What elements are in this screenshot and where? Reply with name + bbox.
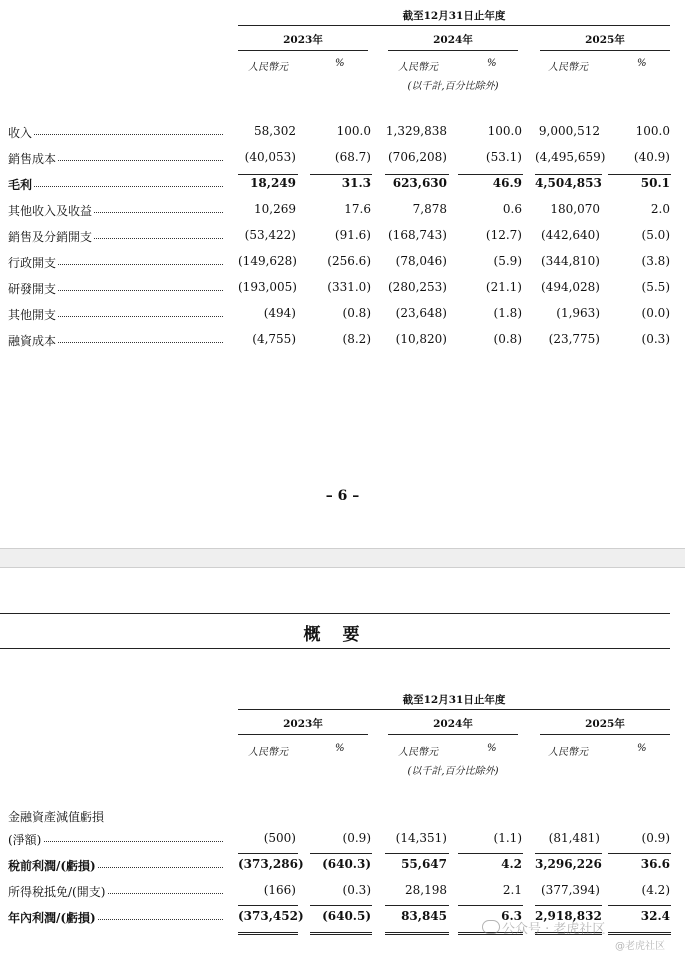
unit-percent: % (335, 743, 345, 754)
subtotal-rule (608, 905, 671, 906)
amount-cell: (706,208) (388, 150, 447, 164)
row-label: 其他收入及收益 (8, 202, 223, 219)
watermark-text: 公众号 · 老虎社区 (502, 922, 606, 937)
percent-cell: 36.6 (640, 857, 670, 871)
table-row (0, 831, 685, 853)
subtotal-rule (238, 905, 298, 906)
percent-cell: (0.0) (641, 306, 670, 320)
total-rule (238, 932, 298, 935)
percent-cell: (256.6) (327, 254, 371, 268)
amount-cell: 10,269 (254, 202, 296, 216)
amount-cell: (78,046) (395, 254, 447, 268)
amount-cell: (23,648) (395, 306, 447, 320)
amount-cell: (168,743) (388, 228, 447, 242)
subtotal-rule (238, 174, 298, 175)
table-row (0, 883, 685, 905)
year-rule (388, 734, 518, 735)
unit-note: (以千計,百分比除外) (407, 81, 499, 92)
percent-cell: 6.3 (501, 909, 522, 923)
row-label: 毛利 (8, 176, 223, 193)
amount-cell: 1,329,838 (385, 124, 447, 138)
percent-cell: (331.0) (327, 280, 371, 294)
amount-cell: 7,878 (412, 202, 447, 216)
amount-cell: (40,053) (244, 150, 296, 164)
amount-cell: (500) (263, 831, 296, 845)
subtotal-rule (608, 174, 671, 175)
row-label: 行政開支 (8, 254, 223, 271)
amount-cell: (149,628) (238, 254, 297, 268)
wechat-icon (482, 920, 500, 934)
title-rule-top (0, 613, 670, 614)
document-page-summary (0, 568, 685, 955)
unit-currency: 人民幣元 (248, 747, 288, 758)
amount-cell: (494) (263, 306, 296, 320)
amount-cell: 58,302 (254, 124, 296, 138)
title-rule-bottom (0, 648, 670, 649)
year-rule (540, 50, 670, 51)
percent-cell: (5.5) (641, 280, 670, 294)
row-label: 銷售成本 (8, 150, 223, 167)
table-row (0, 202, 685, 224)
amount-cell: 623,630 (392, 176, 447, 190)
amount-cell: (494,028) (541, 280, 600, 294)
percent-cell: 46.9 (492, 176, 522, 190)
amount-cell: 180,070 (550, 202, 600, 216)
percent-cell: (5.0) (641, 228, 670, 242)
amount-cell: (442,640) (541, 228, 600, 242)
subtotal-rule (535, 853, 602, 854)
amount-cell: (344,810) (541, 254, 600, 268)
table-row (0, 124, 685, 146)
percent-cell: 100.0 (336, 124, 371, 138)
table-row (0, 306, 685, 328)
percent-cell: (8.2) (342, 332, 371, 346)
table-row (0, 332, 685, 354)
subtotal-rule (310, 905, 372, 906)
amount-cell: 4,504,853 (535, 176, 602, 190)
row-label: 稅前利潤/(虧損) (8, 857, 223, 874)
table-row (0, 280, 685, 302)
subtotal-rule (310, 853, 372, 854)
percent-cell: (0.3) (641, 332, 670, 346)
percent-cell: 100.0 (635, 124, 670, 138)
period-header: 截至12月31日止年度 (402, 10, 506, 22)
row-label: 年內利潤/(虧損) (8, 909, 223, 926)
percent-cell: (91.6) (334, 228, 371, 242)
percent-cell: 100.0 (487, 124, 522, 138)
percent-cell: (1.1) (493, 831, 522, 845)
section-title: 概要 (303, 625, 382, 645)
percent-cell: (640.5) (322, 909, 371, 923)
amount-cell: 83,845 (401, 909, 447, 923)
amount-cell: 9,000,512 (538, 124, 600, 138)
table-row (0, 254, 685, 276)
amount-cell: 28,198 (405, 883, 447, 897)
percent-cell: 32.4 (640, 909, 670, 923)
percent-cell: 31.3 (341, 176, 371, 190)
table-row (0, 857, 685, 879)
year-rule (238, 50, 368, 51)
year-rule (540, 734, 670, 735)
row-label: 金融資產減值虧損 (8, 810, 105, 824)
percent-cell: (0.8) (342, 306, 371, 320)
period-rule (238, 709, 670, 710)
amount-cell: (10,820) (395, 332, 447, 346)
unit-note: (以千計,百分比除外) (407, 766, 499, 777)
row-label: 銷售及分銷開支 (8, 228, 223, 245)
table-row (0, 228, 685, 250)
table-row (0, 150, 685, 172)
percent-cell: (40.9) (633, 150, 670, 164)
year-rule (238, 734, 368, 735)
amount-cell: 3,296,226 (535, 857, 602, 871)
percent-cell: 0.6 (502, 202, 522, 216)
percent-cell: (12.7) (485, 228, 522, 242)
amount-cell: (4,755) (252, 332, 296, 346)
percent-cell: 2.1 (502, 883, 522, 897)
unit-percent: % (487, 58, 497, 69)
subtotal-rule (385, 174, 449, 175)
row-label: 所得稅抵免/(開支) (8, 883, 223, 900)
amount-cell: 55,647 (401, 857, 447, 871)
percent-cell: (0.3) (342, 883, 371, 897)
impairment-label-row (0, 808, 685, 830)
year-2024-header: 2024年 (433, 34, 473, 46)
amount-cell: (23,775) (548, 332, 600, 346)
percent-cell: (21.1) (485, 280, 522, 294)
unit-percent: % (637, 743, 647, 754)
amount-cell: (53,422) (244, 228, 296, 242)
percent-cell: 2.0 (650, 202, 670, 216)
percent-cell: (1.8) (493, 306, 522, 320)
amount-cell: (1,963) (556, 306, 600, 320)
percent-cell: (0.9) (641, 831, 670, 845)
row-label: 收入 (8, 124, 223, 141)
total-rule (385, 932, 449, 935)
subtotal-rule (385, 905, 449, 906)
unit-currency: 人民幣元 (548, 747, 588, 758)
unit-percent: % (637, 58, 647, 69)
amount-cell: (373,286) (238, 857, 304, 871)
amount-cell: 2,918,832 (535, 909, 602, 923)
percent-cell: 4.2 (501, 857, 522, 871)
unit-currency: 人民幣元 (398, 62, 438, 73)
year-rule (388, 50, 518, 51)
amount-cell: 18,249 (250, 176, 296, 190)
unit-currency: 人民幣元 (398, 747, 438, 758)
percent-cell: (5.9) (493, 254, 522, 268)
row-label: 研發開支 (8, 280, 223, 297)
unit-currency: 人民幣元 (248, 62, 288, 73)
percent-cell: (68.7) (334, 150, 371, 164)
year-2024-header: 2024年 (433, 718, 473, 730)
percent-cell: (53.1) (485, 150, 522, 164)
percent-cell: (0.9) (342, 831, 371, 845)
table-row (0, 176, 685, 198)
amount-cell: (373,452) (238, 909, 304, 923)
amount-cell: (81,481) (548, 831, 600, 845)
row-label: (淨額) (8, 831, 223, 848)
subtotal-rule (458, 853, 523, 854)
amount-cell: (4,495,659) (535, 150, 606, 164)
period-header: 截至12月31日止年度 (402, 694, 506, 706)
unit-percent: % (487, 743, 497, 754)
period-rule (238, 25, 670, 26)
total-rule (608, 932, 671, 935)
subtotal-rule (608, 853, 671, 854)
page-separator (0, 548, 685, 568)
amount-cell: (14,351) (395, 831, 447, 845)
unit-percent: % (335, 58, 345, 69)
subtotal-rule (458, 905, 523, 906)
year-2023-header: 2023年 (283, 34, 323, 46)
subtotal-rule (238, 853, 298, 854)
year-2023-header: 2023年 (283, 718, 323, 730)
percent-cell: 50.1 (640, 176, 670, 190)
percent-cell: (640.3) (322, 857, 371, 871)
amount-cell: (193,005) (238, 280, 297, 294)
percent-cell: (3.8) (641, 254, 670, 268)
subtotal-rule (385, 853, 449, 854)
year-2025-header: 2025年 (585, 34, 625, 46)
subtotal-rule (535, 905, 602, 906)
watermark-handle: @老虎社区 (615, 941, 665, 952)
amount-cell: (280,253) (388, 280, 447, 294)
percent-cell: 17.6 (344, 202, 371, 216)
year-2025-header: 2025年 (585, 718, 625, 730)
page-number: – 6 – (325, 488, 360, 504)
subtotal-rule (310, 174, 372, 175)
amount-cell: (377,394) (541, 883, 600, 897)
subtotal-rule (458, 174, 523, 175)
subtotal-rule (535, 174, 602, 175)
row-label: 融資成本 (8, 332, 223, 349)
percent-cell: (0.8) (493, 332, 522, 346)
row-label: 其他開支 (8, 306, 223, 323)
amount-cell: (166) (263, 883, 296, 897)
percent-cell: (4.2) (641, 883, 670, 897)
unit-currency: 人民幣元 (548, 62, 588, 73)
total-rule (310, 932, 372, 935)
